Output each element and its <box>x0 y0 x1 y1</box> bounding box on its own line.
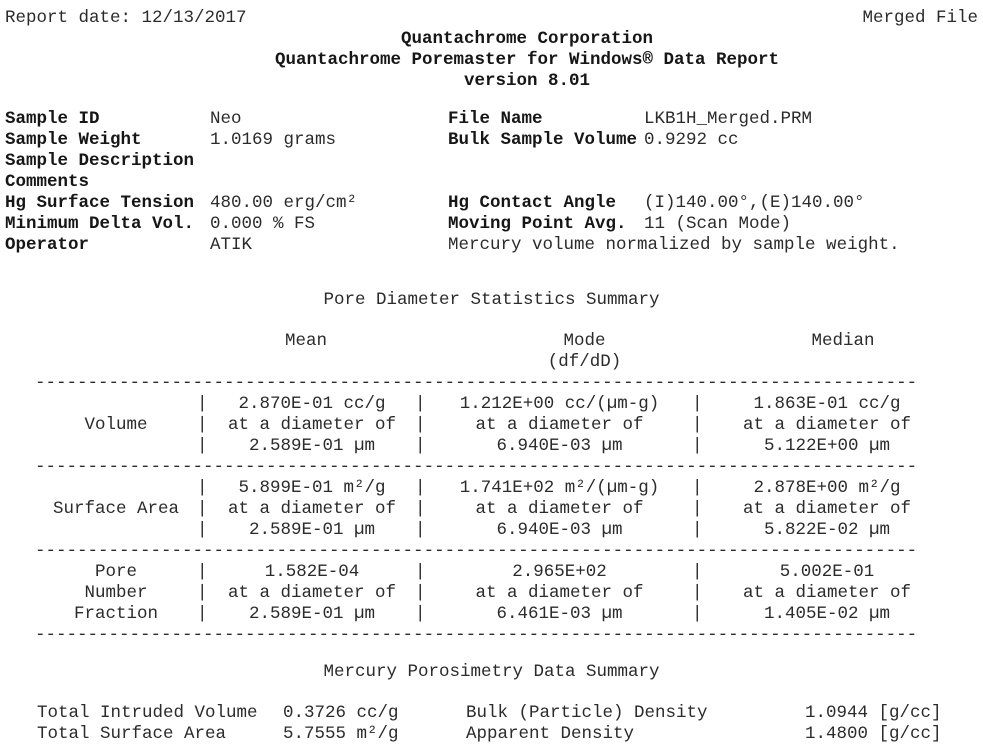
cell-volume-mode: | 1.212E+00 cc/(µm-g) | at a diameter of | 6.940E-03 µm <box>415 394 692 457</box>
report-date: Report date: 12/13/2017 <box>5 8 247 28</box>
info-value: 1.0169 grams <box>210 130 337 150</box>
info-label: Moving Point Avg. <box>448 214 627 234</box>
porosimetry-summary-title: Mercury Porosimetry Data Summary <box>323 662 660 682</box>
report-topbar <box>5 8 978 29</box>
column-header-median: Median <box>811 331 875 351</box>
info-row-moving-point-avg <box>448 214 980 235</box>
info-row-hg-surface-tension <box>5 193 445 214</box>
normalization-note: Mercury volume normalized by sample weight. <box>448 235 900 255</box>
info-label: Sample Weight <box>5 130 142 150</box>
info-row-sample-description <box>5 151 445 172</box>
info-label: Sample ID <box>5 109 100 129</box>
info-value: Neo <box>210 109 242 129</box>
sample-info-left-column <box>5 109 445 256</box>
table-divider: ------------------------------------------------------------------------------------ <box>35 457 918 477</box>
info-row-file-name <box>448 109 980 130</box>
porosimetry-row-2 <box>0 724 983 745</box>
info-row-hg-contact-angle <box>448 193 980 214</box>
stats-summary-title: Pore Diameter Statistics Summary <box>323 290 660 310</box>
info-label: File Name <box>448 109 543 129</box>
info-row-normalization-note <box>448 235 980 256</box>
info-row-operator <box>5 235 445 256</box>
table-row-pore-number-fraction <box>35 562 950 625</box>
info-label: Minimum Delta Vol. <box>5 214 195 234</box>
info-row-comments <box>5 172 445 193</box>
info-row-sample-id <box>5 109 445 130</box>
column-header-mode-sub: (df/dD) <box>547 352 622 372</box>
sample-info-right-column <box>448 109 980 256</box>
metric-label: Total Surface Area <box>37 724 227 744</box>
column-header-mode: Mode (df/dD) <box>446 331 723 373</box>
info-value: 0.000 % FS <box>210 214 316 234</box>
info-value: (I)140.00°,(E)140.00° <box>644 193 865 213</box>
metric-value: 0.3726 cc/g <box>283 703 399 723</box>
file-type-label: Merged File <box>862 8 978 28</box>
title-block <box>71 29 983 92</box>
table-row-surface-area <box>35 478 950 541</box>
info-label <box>448 151 644 172</box>
table-divider: ------------------------------------------------------------------------------------ <box>35 625 918 645</box>
row-label: Volume <box>84 415 148 435</box>
cell-pore-number-fraction-mode: | 2.965E+02 | at a diameter of | 6.461E-03 µm <box>415 562 692 625</box>
info-row-minimum-delta-vol <box>5 214 445 235</box>
table-divider: ------------------------------------------------------------------------------------ <box>35 373 918 393</box>
cell-volume-median: | 1.863E-01 cc/g | at a diameter of | 5.122E+00 µm <box>692 394 950 457</box>
metric-label: Total Intruded Volume <box>37 703 258 723</box>
metric-value: 1.4800 [g/cc] <box>805 724 942 744</box>
info-row-blank <box>448 151 980 172</box>
row-label: Pore Number Fraction <box>73 562 158 624</box>
metric-value: 1.0944 [g/cc] <box>805 703 942 723</box>
metric-label: Bulk (Particle) Density <box>466 703 708 723</box>
row-label: Surface Area <box>52 499 180 519</box>
stats-table <box>35 331 950 646</box>
company-name: Quantachrome Corporation <box>400 29 654 49</box>
cell-volume-mean: | 2.870E-01 cc/g | at a diameter of | 2.589E-01 µm <box>197 394 415 457</box>
info-value: 480.00 erg/cm² <box>210 193 358 213</box>
info-label: Operator <box>5 235 90 255</box>
info-label: Hg Contact Angle <box>448 193 617 213</box>
info-value: LKB1H_Merged.PRM <box>644 109 813 129</box>
version-label: version 8.01 <box>463 71 591 91</box>
stats-table-header <box>35 331 950 373</box>
metric-label: Apparent Density <box>466 724 635 744</box>
metric-value: 5.7555 m²/g <box>283 724 399 744</box>
info-label: Comments <box>5 172 90 192</box>
table-divider: ------------------------------------------------------------------------------------ <box>35 541 918 561</box>
cell-pore-number-fraction-mean: | 1.582E-04 | at a diameter of | 2.589E-01 µm <box>197 562 415 625</box>
product-title: Quantachrome Poremaster for Windows® Data Report <box>274 50 780 70</box>
info-row-sample-weight <box>5 130 445 151</box>
cell-pore-number-fraction-median: | 5.002E-01 | at a diameter of | 1.405E-02 µm <box>692 562 950 625</box>
info-value: 11 (Scan Mode) <box>644 214 792 234</box>
info-label <box>448 172 644 193</box>
cell-surface-area-mean: | 5.899E-01 m²/g | at a diameter of | 2.589E-01 µm <box>197 478 415 541</box>
info-value: ATIK <box>210 235 253 255</box>
info-label: Sample Description <box>5 151 195 171</box>
info-row-bulk-sample-volume <box>448 130 980 151</box>
info-label: Hg Surface Tension <box>5 193 195 213</box>
porosimetry-row-1 <box>0 703 983 724</box>
info-label: Bulk Sample Volume <box>448 130 638 150</box>
info-value: 0.9292 cc <box>644 130 739 150</box>
cell-surface-area-median: | 2.878E+00 m²/g | at a diameter of | 5.822E-02 µm <box>692 478 950 541</box>
header-spacer <box>35 331 197 373</box>
info-row-blank <box>448 172 980 193</box>
table-row-volume <box>35 394 950 457</box>
column-header-mean: Mean <box>284 331 327 351</box>
cell-surface-area-mode: | 1.741E+02 m²/(µm-g) | at a diameter of | 6.940E-03 µm <box>415 478 692 541</box>
